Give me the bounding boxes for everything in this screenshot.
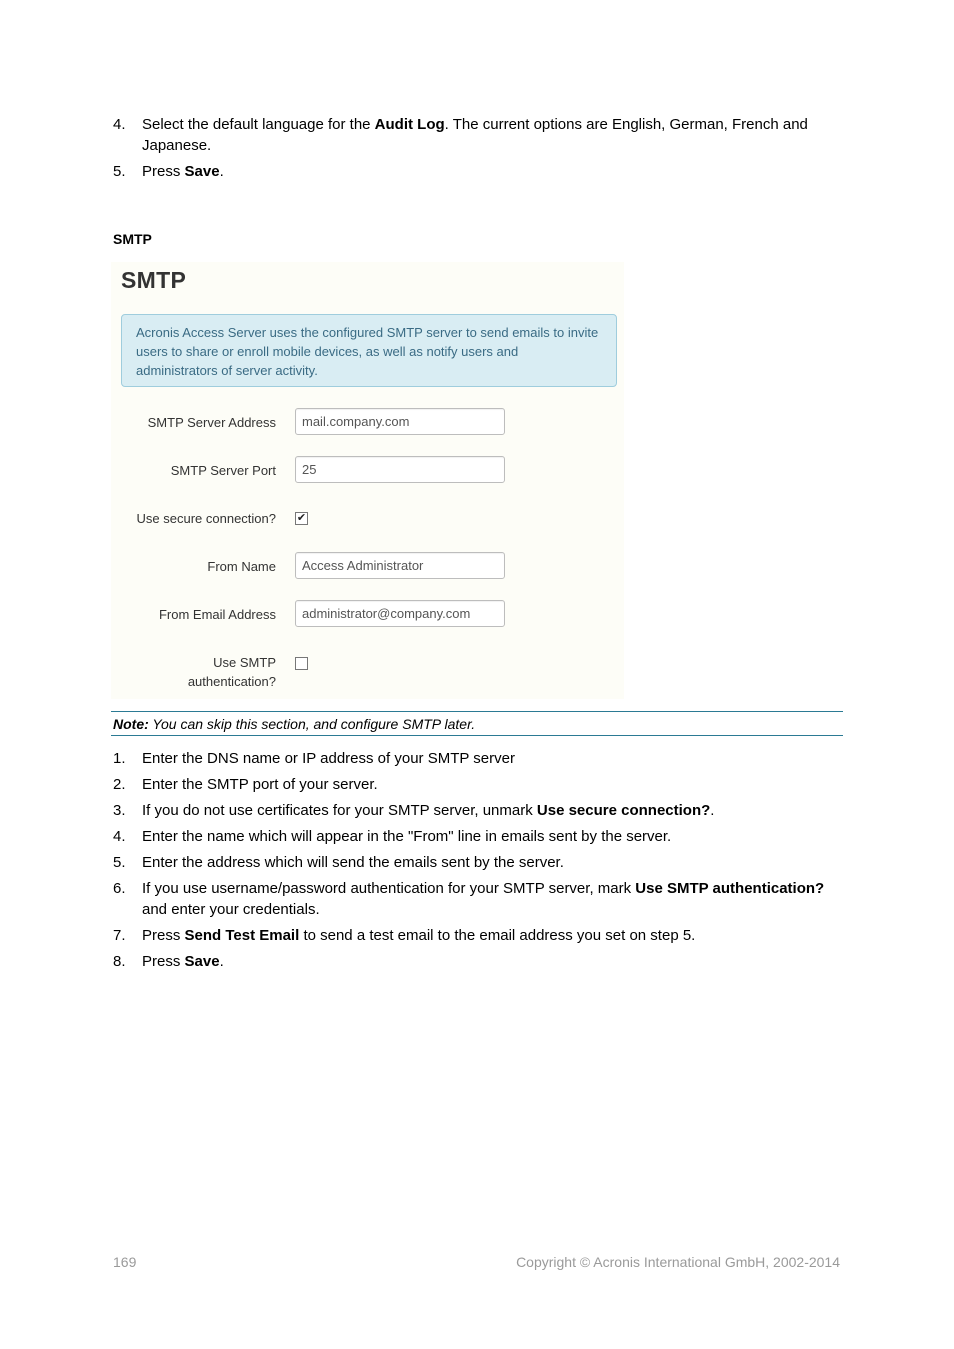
list-item-text: If you do not use certificates for your SMTP server, unmark	[142, 802, 537, 819]
list-item-text: Press	[142, 953, 185, 970]
server-address-input[interactable]	[295, 408, 505, 435]
list-item-text: Press	[142, 163, 185, 180]
bold-term: Save	[184, 163, 220, 180]
list-item-text: and enter your credentials.	[142, 901, 320, 918]
secure-connection-label: Use secure connection?	[136, 511, 276, 526]
list-item	[113, 951, 843, 972]
server-address-label: SMTP Server Address	[147, 415, 276, 430]
list-item-number: 1.	[113, 750, 126, 767]
secure-connection-checkbox[interactable]: ✔	[296, 512, 307, 524]
list-item-number: 2.	[113, 776, 126, 793]
list-item	[113, 852, 843, 873]
bold-term: Send Test Email	[184, 927, 300, 944]
server-port-input[interactable]	[295, 456, 505, 483]
list-item-text: Select the default language for the	[142, 116, 375, 133]
list-item-text: . The current options are English, German, French and Japanese.	[142, 116, 808, 154]
smtp-step-list	[113, 748, 843, 977]
list-item-number: 4.	[113, 116, 126, 133]
note-label: Note:	[113, 716, 149, 732]
list-item-text: Enter the name which will appear in the "From" line in emails sent by the server.	[142, 828, 672, 845]
bold-term: Use SMTP authentication?	[635, 880, 825, 897]
section-heading: SMTP	[113, 231, 152, 247]
bold-term: Audit Log	[374, 116, 445, 133]
list-item-text: .	[710, 802, 715, 819]
from-name-input[interactable]	[295, 552, 505, 579]
page-number: 169	[113, 1254, 137, 1270]
list-item-number: 4.	[113, 828, 126, 845]
smtp-settings-screenshot	[111, 262, 624, 699]
smtp-auth-label-line1: Use SMTP	[213, 655, 276, 670]
list-item	[113, 800, 843, 821]
list-item-text: Enter the DNS name or IP address of your SMTP server	[142, 750, 515, 767]
note-text: You can skip this section, and configure SMTP later.	[148, 716, 476, 732]
from-email-label: From Email Address	[158, 607, 276, 622]
list-item	[113, 925, 843, 946]
list-item-text: .	[219, 953, 224, 970]
list-item-number: 6.	[113, 880, 126, 897]
list-item	[113, 878, 843, 920]
list-item	[113, 161, 843, 182]
list-item-number: 7.	[113, 927, 126, 944]
list-item	[113, 748, 843, 769]
bold-term: Use secure connection?	[536, 802, 711, 819]
list-item-number: 5.	[113, 854, 126, 871]
list-item-text: Enter the SMTP port of your server.	[142, 776, 378, 793]
list-item-number: 5.	[113, 163, 126, 180]
smtp-auth-label-line2: authentication?	[187, 674, 276, 689]
list-item	[113, 826, 843, 847]
list-item-text: Press	[142, 927, 185, 944]
top-step-list	[113, 114, 843, 187]
list-item	[113, 114, 843, 156]
smtp-auth-checkbox[interactable]	[295, 657, 308, 670]
from-email-input[interactable]	[295, 600, 505, 627]
list-item-text: to send a test email to the email address you set on step 5.	[299, 927, 696, 944]
list-item-text: .	[219, 163, 224, 180]
smtp-info-box: Acronis Access Server uses the configured SMTP server to send emails to invite users to share or enroll mobile devices, as well as notify users and administrators of server activity.	[121, 314, 617, 387]
list-item-text: Enter the address which will send the emails sent by the server.	[142, 854, 564, 871]
copyright: Copyright © Acronis International GmbH, 2002-2014	[516, 1254, 840, 1270]
list-item-text: If you use username/password authentication for your SMTP server, mark	[142, 880, 636, 897]
list-item-number: 8.	[113, 953, 126, 970]
smtp-form-title: SMTP	[121, 267, 187, 293]
list-item	[113, 774, 843, 795]
server-port-label: SMTP Server Port	[170, 463, 276, 478]
from-name-label: From Name	[207, 559, 276, 574]
note-box	[111, 711, 843, 736]
bold-term: Save	[184, 953, 220, 970]
list-item-number: 3.	[113, 802, 126, 819]
